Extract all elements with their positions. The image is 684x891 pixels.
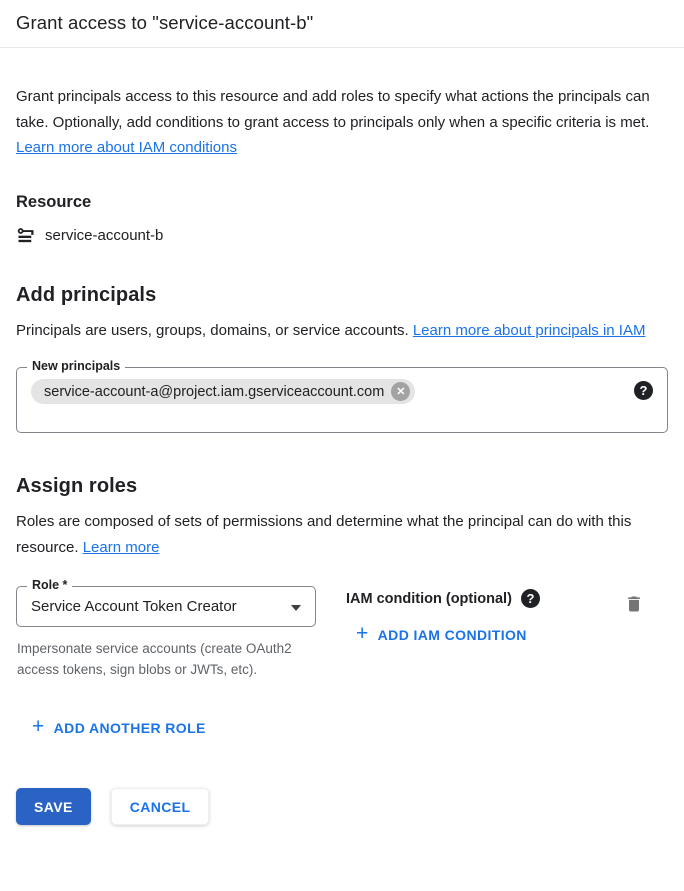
cancel-button[interactable]: CANCEL (111, 788, 210, 825)
role-select[interactable] (16, 578, 316, 627)
plus-icon: + (32, 715, 45, 738)
iam-condition-column (346, 586, 622, 649)
add-another-role-button[interactable] (24, 714, 214, 742)
role-value: Service Account Token Creator (31, 598, 237, 615)
chip-remove-button[interactable] (391, 382, 410, 401)
resource-row (16, 226, 668, 246)
close-icon: ✕ (396, 386, 406, 398)
dialog-footer (0, 788, 684, 825)
principal-chip-label: service-account-a@project.iam.gserviceaccount.com (44, 383, 385, 400)
roles-description (16, 509, 656, 560)
dialog-header (0, 0, 684, 48)
add-principals-heading: Add principals (16, 283, 157, 306)
question-mark-glyph: ? (526, 591, 535, 606)
question-mark-glyph: ? (639, 383, 648, 398)
resource-heading: Resource (16, 192, 92, 211)
dialog-title: Grant access to "service-account-b" (16, 12, 314, 33)
iam-conditions-link[interactable]: Learn more about IAM conditions (16, 139, 237, 156)
new-principals-label: New principals (27, 359, 125, 373)
trash-icon (624, 594, 644, 614)
delete-role-button[interactable] (622, 592, 646, 619)
save-button[interactable]: SAVE (16, 788, 91, 825)
assign-roles-heading: Assign roles (16, 475, 138, 497)
role-column (16, 578, 316, 680)
role-row (16, 578, 668, 680)
iam-condition-label: IAM condition (optional) (346, 590, 512, 607)
principals-learn-more-link[interactable]: Learn more about principals in IAM (412, 321, 646, 339)
plus-icon: + (356, 622, 369, 645)
resource-name: service-account-b (45, 227, 164, 244)
principals-description-text: Principals are users, groups, domains, or service accounts. (16, 321, 413, 339)
condition-help-icon[interactable] (521, 589, 540, 608)
principals-help-icon[interactable] (634, 381, 653, 400)
intro-text: Grant principals access to this resource and add roles to specify what actions the principals can take. Optionally, add conditions to grant access to principals only when a specific criteria is met. (16, 88, 650, 131)
service-account-icon (16, 226, 36, 246)
dialog-body (0, 84, 684, 742)
principals-description (16, 318, 656, 344)
add-iam-condition-label: ADD IAM CONDITION (377, 627, 527, 643)
roles-learn-more-link[interactable]: Learn more (82, 538, 160, 556)
add-iam-condition-button[interactable] (348, 621, 535, 649)
role-help-text: Impersonate service accounts (create OAuth2 access tokens, sign blobs or JWTs, etc). (17, 641, 292, 677)
dropdown-arrow-icon (291, 605, 301, 611)
new-principals-field[interactable] (16, 359, 668, 433)
delete-role-column (622, 592, 646, 619)
iam-condition-label-row (346, 589, 622, 608)
roles-description-text: Roles are composed of sets of permissions and determine what the principal can do with this resource. (16, 513, 632, 556)
add-another-role-label: ADD ANOTHER ROLE (53, 720, 206, 736)
intro-paragraph (16, 84, 668, 161)
role-label: Role * (27, 578, 72, 592)
principal-chip (31, 379, 415, 404)
